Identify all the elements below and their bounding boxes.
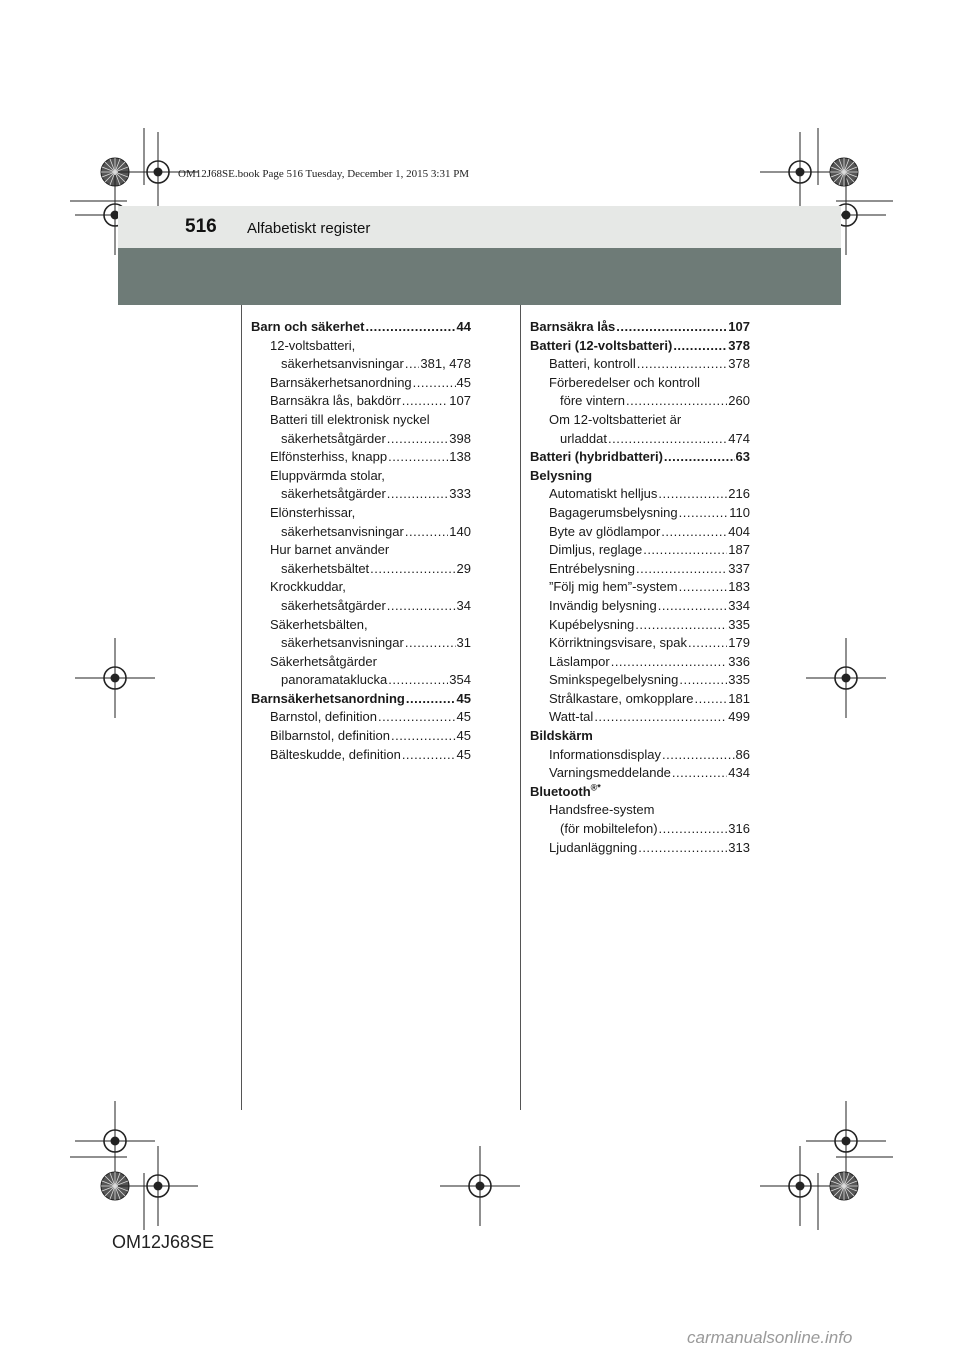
index-entry-text: Belysning <box>530 467 593 483</box>
section-title: Alfabetiskt register <box>247 220 371 237</box>
header-bar <box>118 248 841 305</box>
index-entry-text: Barnstol, definition <box>270 709 377 725</box>
index-entry-text: säkerhetsanvisningar <box>281 356 404 372</box>
index-entry <box>530 801 750 820</box>
dot-leader <box>661 523 727 542</box>
index-entry-text: Elönsterhissar, <box>270 504 356 520</box>
index-entry-page: 45 <box>456 374 471 390</box>
index-entry-text: Bildskärm <box>530 728 593 744</box>
index-entry-text: Bälteskudde, definition <box>270 746 401 762</box>
dot-leader <box>405 523 448 542</box>
index-entry <box>251 523 471 542</box>
index-entry-page: 44 <box>456 319 471 334</box>
index-entry <box>530 839 750 858</box>
index-entry-page: 316 <box>728 821 750 837</box>
index-entry-page: 86 <box>735 746 750 762</box>
index-entry-page: 181 <box>728 690 750 706</box>
dot-leader <box>388 671 448 690</box>
index-entry-page: 313 <box>728 839 750 855</box>
index-entry-page: 140 <box>449 523 471 539</box>
dot-leader <box>391 727 456 746</box>
index-entry-text: Bilbarnstol, definition <box>270 728 390 744</box>
index-entry <box>530 448 750 467</box>
index-entry-text: säkerhetsåtgärder <box>281 597 386 613</box>
index-entry-text: Bagagerumsbelysning <box>549 504 678 520</box>
dot-leader <box>611 653 728 672</box>
index-entry-page: 334 <box>728 597 750 613</box>
index-entry <box>530 578 750 597</box>
dot-leader <box>679 504 729 523</box>
dot-leader <box>616 318 727 337</box>
dot-leader <box>388 448 448 467</box>
index-entry <box>251 616 471 635</box>
dot-leader <box>688 634 727 653</box>
index-entry-page: 333 <box>449 486 471 502</box>
index-entry-text: Batteri (12-voltsbatteri) <box>530 337 673 353</box>
dot-leader <box>402 746 456 765</box>
index-entry <box>530 597 750 616</box>
index-entry-page: 187 <box>728 542 750 558</box>
index-entry-page: 499 <box>728 709 750 725</box>
index-entry-page: 63 <box>735 449 750 465</box>
index-entry <box>251 746 471 765</box>
index-entry-page: 398 <box>449 430 471 446</box>
index-entry <box>251 411 471 430</box>
index-entry-text: Dimljus, reglage <box>549 542 643 558</box>
dot-leader <box>662 746 735 765</box>
index-entry <box>251 392 471 411</box>
dot-leader <box>406 690 456 709</box>
index-column-right <box>530 318 750 857</box>
index-entry <box>530 430 750 449</box>
dot-leader <box>695 690 728 709</box>
index-entry-page: 216 <box>728 486 750 502</box>
index-entry-page: 45 <box>456 746 471 762</box>
dot-leader <box>405 634 456 653</box>
dot-leader <box>659 820 728 839</box>
index-entry-page: 110 <box>729 504 750 520</box>
trademark-superscript: ®* <box>590 782 601 793</box>
index-entry <box>530 355 750 374</box>
index-entry <box>530 523 750 542</box>
index-entry-text: panoramataklucka <box>281 672 388 688</box>
index-entry <box>530 392 750 411</box>
index-entry-text: Läslampor <box>549 653 610 669</box>
index-entry-text: Kupébelysning <box>549 616 635 632</box>
index-entry-text: (för mobiltelefon) <box>560 821 658 837</box>
index-entry <box>251 355 471 374</box>
index-entry-page: 336 <box>728 653 750 669</box>
dot-leader <box>643 541 727 560</box>
index-entry-text: Barnsäkerhetsanordning <box>270 374 412 390</box>
page-number: 516 <box>185 216 217 237</box>
left-column-rule <box>241 305 242 1110</box>
index-entry-text: Barnsäkerhetsanordning <box>251 690 405 706</box>
index-entry <box>530 616 750 635</box>
index-entry-text: Invändig belysning <box>549 597 657 613</box>
index-entry-text: Informationsdisplay <box>549 746 661 762</box>
index-entry-text: Barnsäkra lås, bakdörr <box>270 393 401 409</box>
index-entry-text: Körriktningsvisare, spak <box>549 635 687 651</box>
index-entry <box>530 727 750 746</box>
dot-leader <box>658 485 727 504</box>
index-entry-text: säkerhetsåtgärder <box>281 486 386 502</box>
index-entry-text: Eluppvärmda stolar, <box>270 467 385 483</box>
index-entry-text: säkerhetsbältet <box>281 560 370 576</box>
index-entry <box>530 411 750 430</box>
index-column-left <box>251 318 471 764</box>
index-entry <box>530 504 750 523</box>
index-entry-text: Bluetooth <box>530 783 591 799</box>
index-entry-text: säkerhetsanvisningar <box>281 635 404 651</box>
index-entry <box>251 318 471 337</box>
index-entry <box>530 671 750 690</box>
index-entry-text: Barn och säkerhet <box>251 319 365 334</box>
index-entry-text: Batteri till elektronisk nyckel <box>270 411 430 427</box>
index-entry-text: Ljudanläggning <box>549 839 638 855</box>
index-entry-page: 381, 478 <box>420 356 471 372</box>
dot-leader <box>370 560 455 579</box>
index-entry-text: Barnsäkra lås <box>530 319 616 334</box>
dot-leader <box>594 708 727 727</box>
dot-leader <box>664 448 735 467</box>
index-entry-text: Krockkuddar, <box>270 579 346 595</box>
index-entry-text: Entrébelysning <box>549 560 635 576</box>
index-entry-page: 404 <box>728 523 750 539</box>
index-entry <box>251 727 471 746</box>
dot-leader <box>626 392 727 411</box>
index-entry-page: 354 <box>449 672 471 688</box>
index-entry-page: 335 <box>728 672 750 688</box>
dot-leader <box>635 616 727 635</box>
index-entry-text: urladdat <box>560 430 607 446</box>
dot-leader <box>402 392 449 411</box>
index-entry <box>530 708 750 727</box>
index-entry-text: Strålkastare, omkopplare <box>549 690 694 706</box>
index-entry-page: 138 <box>449 449 471 465</box>
index-entry <box>530 485 750 504</box>
index-entry-text: Varningsmeddelande <box>549 765 671 781</box>
index-entry-text: Batteri (hybridbatteri) <box>530 449 663 465</box>
index-entry-text: ”Följ mig hem”-system <box>549 579 678 595</box>
dot-leader <box>365 318 455 337</box>
index-entry <box>530 541 750 560</box>
index-entry <box>530 653 750 672</box>
index-entry-page: 107 <box>449 393 471 409</box>
dot-leader <box>672 764 727 783</box>
index-entry-page: 335 <box>728 616 750 632</box>
dot-leader <box>679 671 727 690</box>
index-entry-page: 183 <box>728 579 750 595</box>
index-entry <box>251 671 471 690</box>
index-entry <box>530 634 750 653</box>
book-info-line: OM12J68SE.book Page 516 Tuesday, December 1, 2015 3:31 PM <box>178 168 470 180</box>
index-entry <box>251 653 471 672</box>
index-entry <box>251 467 471 486</box>
index-entry <box>251 337 471 356</box>
index-entry <box>530 318 750 337</box>
header-band <box>118 206 841 248</box>
index-entry <box>251 560 471 579</box>
index-entry <box>251 541 471 560</box>
index-entry-page: 29 <box>456 560 471 576</box>
index-entry <box>251 485 471 504</box>
document-code: OM12J68SE <box>112 1232 215 1252</box>
index-entry <box>530 820 750 839</box>
index-entry <box>251 374 471 393</box>
index-entry <box>251 430 471 449</box>
index-entry <box>530 783 750 802</box>
index-entry-text: Sminkspegelbelysning <box>549 672 679 688</box>
index-entry <box>530 690 750 709</box>
dot-leader <box>387 597 456 616</box>
index-entry-text: säkerhetsanvisningar <box>281 523 404 539</box>
index-entry-text: Batteri, kontroll <box>549 356 636 372</box>
dot-leader <box>679 578 728 597</box>
index-entry-page: 474 <box>728 430 750 446</box>
index-entry-text: Förberedelser och kontroll <box>549 374 701 390</box>
watermark: carmanualsonline.info <box>687 1328 853 1347</box>
index-entry-text: Handsfree-system <box>549 802 655 818</box>
dot-leader <box>387 485 449 504</box>
index-entry-text: 12-voltsbatteri, <box>270 337 356 353</box>
index-entry <box>530 560 750 579</box>
index-entry-text: Elfönsterhiss, knapp <box>270 449 388 465</box>
dot-leader <box>387 430 449 449</box>
index-entry <box>251 448 471 467</box>
index-entry <box>251 634 471 653</box>
index-entry <box>251 597 471 616</box>
index-entry <box>251 578 471 597</box>
dot-leader <box>637 355 728 374</box>
index-entry-page: 45 <box>456 690 471 706</box>
index-entry-text: Hur barnet använder <box>270 542 390 558</box>
index-entry <box>530 337 750 356</box>
dot-leader <box>405 355 420 374</box>
index-entry-page: 337 <box>728 560 750 576</box>
dot-leader <box>636 560 727 579</box>
middle-column-rule <box>520 305 521 1110</box>
index-entry <box>251 690 471 709</box>
index-entry-text: Watt-tal <box>549 709 594 725</box>
index-entry <box>530 746 750 765</box>
index-entry-text: Om 12-voltsbatteriet är <box>549 411 682 427</box>
index-entry-page: 107 <box>728 319 750 334</box>
index-entry-page: 45 <box>456 728 471 744</box>
dot-leader <box>413 374 456 393</box>
index-entry-page: 34 <box>456 597 471 613</box>
index-entry-page: 378 <box>728 356 750 372</box>
dot-leader <box>658 597 728 616</box>
index-entry-page: 434 <box>728 765 750 781</box>
index-entry-text: före vintern <box>560 393 626 409</box>
index-entry-page: 31 <box>456 635 471 651</box>
index-entry <box>251 504 471 523</box>
index-entry-text: säkerhetsåtgärder <box>281 430 386 446</box>
index-entry-page: 378 <box>728 337 750 353</box>
index-entry-text: Automatiskt helljus <box>549 486 658 502</box>
index-entry-page: 260 <box>728 393 750 409</box>
dot-leader <box>673 337 727 356</box>
index-entry-text: Säkerhetsbälten, <box>270 616 368 632</box>
index-entry-page: 45 <box>456 709 471 725</box>
index-entry-page: 179 <box>728 635 750 651</box>
dot-leader <box>378 708 456 727</box>
index-entry <box>530 764 750 783</box>
index-entry <box>530 374 750 393</box>
dot-leader <box>608 430 727 449</box>
dot-leader <box>638 839 727 858</box>
index-entry <box>251 708 471 727</box>
index-entry-text: Säkerhetsåtgärder <box>270 653 377 669</box>
index-entry-text: Byte av glödlampor <box>549 523 661 539</box>
index-entry <box>530 467 750 486</box>
